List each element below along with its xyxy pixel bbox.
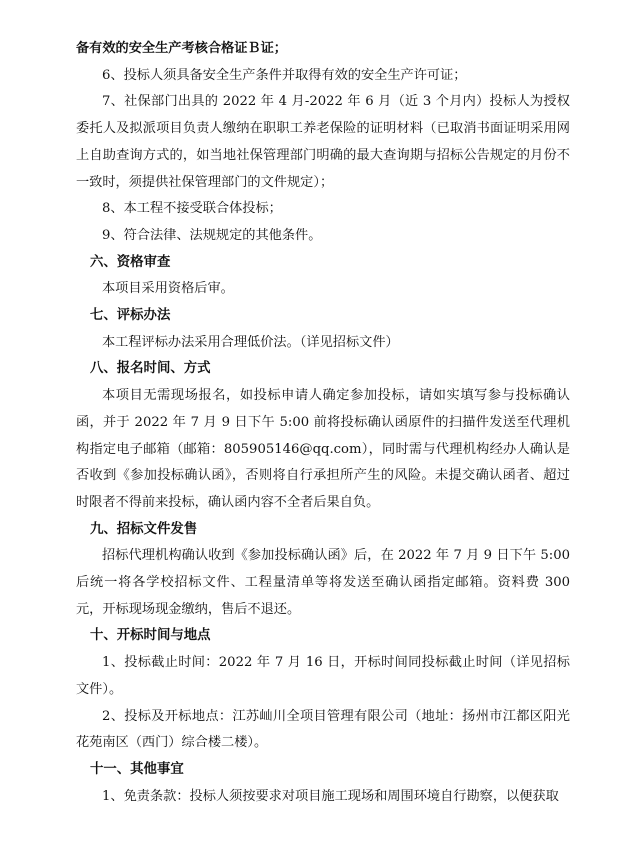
registration-text: 本项目无需现场报名，如投标申请人确定参加投标，请如实填写参与投标确认函，并于 2022 年 7 月 9 日下午 5:00 前将投标确认函原件的扫描件发送至代理机构指定电子邮箱（邮箱：805905146@qq.com），同时需与代理机构经办人确认是否收到《参加投标确认函》，否则将自行承担所产生的风险。未提交确认函者、超过时限者不得前来投标，确认函内容不全者后果自负。 <box>76 388 570 510</box>
condition-item-8: 8、本工程不接受联合体投标； <box>102 201 282 217</box>
opening-item-1: 1、投标截止时间：2022 年 7 月 16 日，开标时间同投标截止时间（详见招标文件）。 <box>76 655 570 697</box>
document-page <box>76 36 570 810</box>
qualification-review-text: 本项目采用资格后审。 <box>102 281 234 297</box>
section-heading-evaluation-method: 七、评标办法 <box>90 308 171 324</box>
section-heading-other-matters: 十一、其他事宜 <box>90 761 184 777</box>
condition-item-7: 7、社保部门出具的 2022 年 4 月-2022 年 6 月（近 3 个月内）投标人为授权委托人及拟派项目负责人缴纳在职职工养老保险的证明材料（已取消书面证明采用网上自助查询方式的，如当地社保管理部门明确的最大查询期与招标公告规定的月份不一致时，须提供社保管理部门的文件规定）； <box>76 94 570 190</box>
section-heading-registration: 八、报名时间、方式 <box>90 361 211 377</box>
section-heading-opening: 十、开标时间与地点 <box>90 628 211 644</box>
other-matters-item-1: 1、免责条款：投标人须按要求对项目施工现场和周围环境自行勘察，以便获取 <box>102 788 559 804</box>
opening-item-2: 2、投标及开标地点：江苏屾川全项目管理有限公司（地址：扬州市江都区阳光花苑南区（西门）综合楼二楼）。 <box>76 708 570 751</box>
condition-item-9: 9、符合法律、法规规定的其他条件。 <box>102 227 322 243</box>
condition-item-6: 6、投标人须具备安全生产条件并取得有效的安全生产许可证； <box>102 67 467 83</box>
section-heading-qualification-review: 六、资格审查 <box>90 254 171 270</box>
section-heading-document-sale: 九、招标文件发售 <box>90 521 198 537</box>
document-sale-text: 招标代理机构确认收到《参加投标确认函》后，在 2022 年 7 月 9 日下午 5:00 后统一将各学校招标文件、工程量清单等将发送至确认函指定邮箱。资料费 300 元，开标现场现金缴纳，售后不退还。 <box>76 548 570 617</box>
evaluation-method-text: 本工程评标办法采用合理低价法。（详见招标文件） <box>102 334 399 350</box>
qualification-continuation: 备有效的安全生产考核合格证Ｂ证； <box>76 41 287 56</box>
